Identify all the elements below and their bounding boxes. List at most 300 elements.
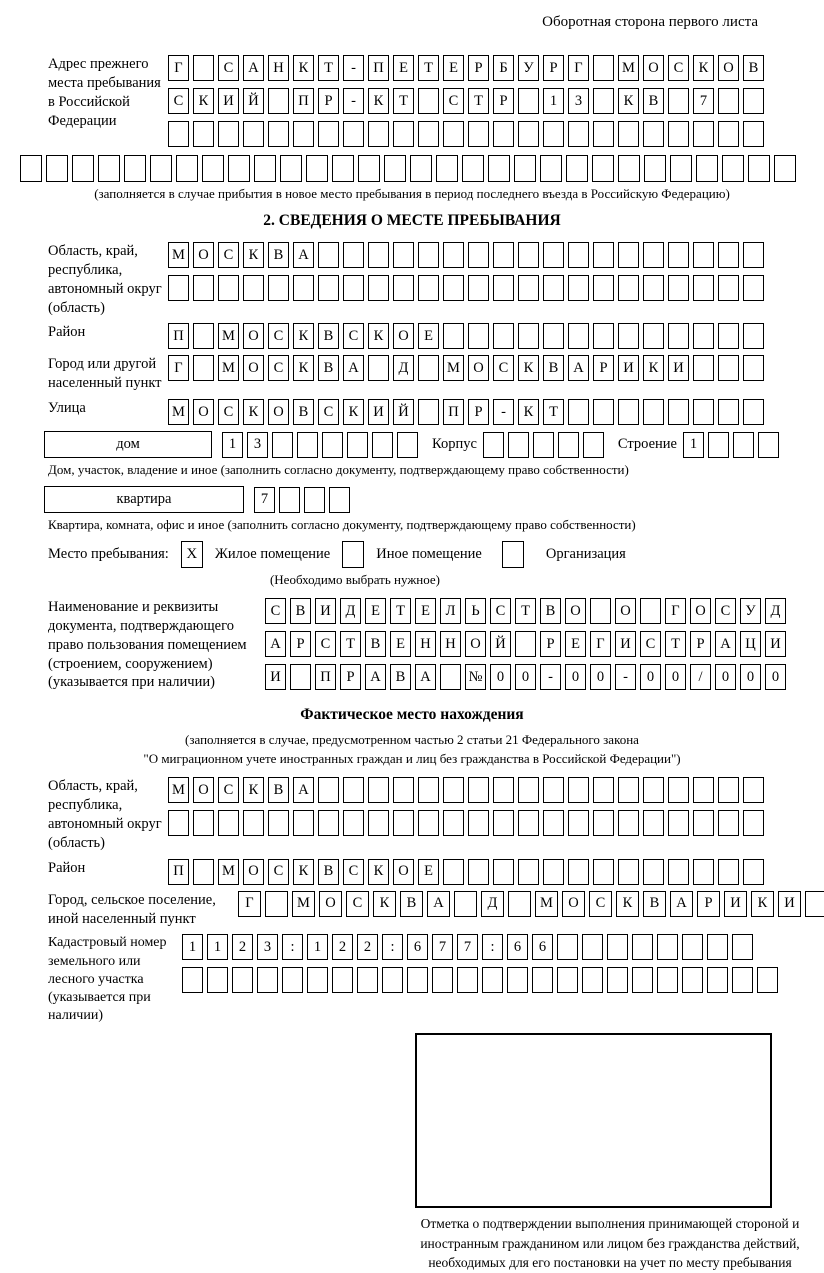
char-cell[interactable]: С	[265, 598, 286, 624]
char-cell[interactable]	[382, 967, 403, 993]
char-cell[interactable]	[657, 934, 678, 960]
char-cell[interactable]: П	[368, 55, 389, 81]
char-cell[interactable]: Е	[418, 859, 439, 885]
char-cell[interactable]: /	[690, 664, 711, 690]
stay-type-checkbox-other[interactable]	[342, 541, 364, 568]
char-cell[interactable]	[418, 275, 439, 301]
char-cell[interactable]: Г	[168, 355, 189, 381]
char-cell[interactable]: Й	[243, 88, 264, 114]
char-cell[interactable]	[718, 777, 739, 803]
char-cell[interactable]: М	[168, 777, 189, 803]
char-cell[interactable]: У	[518, 55, 539, 81]
char-cell[interactable]: С	[343, 859, 364, 885]
char-cell[interactable]	[218, 810, 239, 836]
char-cell[interactable]: К	[243, 242, 264, 268]
char-cell[interactable]	[558, 432, 579, 458]
char-cell[interactable]: У	[740, 598, 761, 624]
char-cell[interactable]	[290, 664, 311, 690]
char-cell[interactable]: С	[490, 598, 511, 624]
char-cell[interactable]: К	[518, 399, 539, 425]
char-cell[interactable]: М	[218, 859, 239, 885]
char-cell[interactable]: О	[690, 598, 711, 624]
char-cell[interactable]: И	[765, 631, 786, 657]
char-cell[interactable]	[618, 323, 639, 349]
char-cell[interactable]	[418, 810, 439, 836]
char-cell[interactable]: :	[482, 934, 503, 960]
char-cell[interactable]: -	[615, 664, 636, 690]
char-cell[interactable]: В	[540, 598, 561, 624]
char-cell[interactable]	[443, 242, 464, 268]
char-cell[interactable]: -	[343, 88, 364, 114]
char-cell[interactable]: Р	[540, 631, 561, 657]
char-cell[interactable]	[643, 810, 664, 836]
char-cell[interactable]: С	[218, 242, 239, 268]
char-cell[interactable]	[533, 432, 554, 458]
char-cell[interactable]	[272, 432, 293, 458]
char-cell[interactable]	[514, 155, 536, 182]
char-cell[interactable]: А	[670, 891, 693, 917]
char-cell[interactable]	[368, 275, 389, 301]
char-cell[interactable]: К	[373, 891, 396, 917]
char-cell[interactable]: Й	[393, 399, 414, 425]
char-cell[interactable]: О	[565, 598, 586, 624]
char-cell[interactable]	[668, 777, 689, 803]
char-cell[interactable]	[543, 242, 564, 268]
char-cell[interactable]: 1	[207, 934, 228, 960]
char-cell[interactable]: Е	[418, 323, 439, 349]
char-cell[interactable]	[743, 355, 764, 381]
char-cell[interactable]	[668, 88, 689, 114]
char-cell[interactable]: П	[293, 88, 314, 114]
char-cell[interactable]: -	[343, 55, 364, 81]
char-cell[interactable]	[393, 242, 414, 268]
char-cell[interactable]: Д	[393, 355, 414, 381]
char-cell[interactable]: И	[265, 664, 286, 690]
char-cell[interactable]	[668, 242, 689, 268]
char-cell[interactable]: А	[243, 55, 264, 81]
char-cell[interactable]	[582, 967, 603, 993]
char-cell[interactable]: О	[468, 355, 489, 381]
char-cell[interactable]	[254, 155, 276, 182]
char-cell[interactable]	[592, 155, 614, 182]
char-cell[interactable]	[593, 777, 614, 803]
char-cell[interactable]: К	[243, 777, 264, 803]
char-cell[interactable]	[72, 155, 94, 182]
char-cell[interactable]	[304, 487, 325, 513]
char-cell[interactable]	[483, 432, 504, 458]
char-cell[interactable]	[507, 967, 528, 993]
char-cell[interactable]: 0	[765, 664, 786, 690]
char-cell[interactable]	[343, 242, 364, 268]
char-cell[interactable]: К	[243, 399, 264, 425]
char-cell[interactable]	[306, 155, 328, 182]
char-cell[interactable]: Р	[593, 355, 614, 381]
char-cell[interactable]	[168, 121, 189, 147]
char-cell[interactable]	[593, 88, 614, 114]
char-cell[interactable]	[618, 399, 639, 425]
char-cell[interactable]	[493, 242, 514, 268]
char-cell[interactable]	[454, 891, 477, 917]
char-cell[interactable]	[568, 242, 589, 268]
char-cell[interactable]	[343, 810, 364, 836]
char-cell[interactable]: Т	[340, 631, 361, 657]
char-cell[interactable]	[668, 275, 689, 301]
char-cell[interactable]: О	[718, 55, 739, 81]
char-cell[interactable]	[318, 777, 339, 803]
char-cell[interactable]: Т	[543, 399, 564, 425]
char-cell[interactable]: П	[315, 664, 336, 690]
char-cell[interactable]: М	[292, 891, 315, 917]
char-cell[interactable]	[718, 810, 739, 836]
char-cell[interactable]	[462, 155, 484, 182]
char-cell[interactable]	[643, 121, 664, 147]
char-cell[interactable]	[805, 891, 824, 917]
char-cell[interactable]: 0	[715, 664, 736, 690]
char-cell[interactable]	[243, 810, 264, 836]
char-cell[interactable]	[733, 432, 754, 458]
char-cell[interactable]	[696, 155, 718, 182]
char-cell[interactable]: 1	[307, 934, 328, 960]
char-cell[interactable]: М	[218, 323, 239, 349]
char-cell[interactable]: К	[293, 323, 314, 349]
char-cell[interactable]: О	[393, 323, 414, 349]
char-cell[interactable]: М	[168, 242, 189, 268]
char-cell[interactable]	[618, 121, 639, 147]
char-cell[interactable]	[293, 121, 314, 147]
char-cell[interactable]	[202, 155, 224, 182]
char-cell[interactable]: Г	[238, 891, 261, 917]
char-cell[interactable]: К	[368, 88, 389, 114]
char-cell[interactable]: К	[693, 55, 714, 81]
char-cell[interactable]: О	[643, 55, 664, 81]
char-cell[interactable]	[297, 432, 318, 458]
char-cell[interactable]	[397, 432, 418, 458]
char-cell[interactable]: Е	[565, 631, 586, 657]
char-cell[interactable]: С	[318, 399, 339, 425]
char-cell[interactable]	[265, 891, 288, 917]
char-cell[interactable]: В	[318, 859, 339, 885]
char-cell[interactable]	[607, 934, 628, 960]
char-cell[interactable]	[418, 777, 439, 803]
char-cell[interactable]	[293, 275, 314, 301]
char-cell[interactable]: В	[743, 55, 764, 81]
stay-type-checkbox-residential[interactable]: Х	[181, 541, 203, 568]
char-cell[interactable]	[748, 155, 770, 182]
char-cell[interactable]: А	[715, 631, 736, 657]
char-cell[interactable]: К	[518, 355, 539, 381]
char-cell[interactable]	[307, 967, 328, 993]
char-cell[interactable]: К	[618, 88, 639, 114]
char-cell[interactable]: С	[715, 598, 736, 624]
char-cell[interactable]	[418, 242, 439, 268]
char-cell[interactable]	[643, 777, 664, 803]
char-cell[interactable]	[632, 934, 653, 960]
char-cell[interactable]: С	[315, 631, 336, 657]
char-cell[interactable]: 1	[683, 432, 704, 458]
char-cell[interactable]	[707, 934, 728, 960]
char-cell[interactable]	[722, 155, 744, 182]
char-cell[interactable]	[482, 967, 503, 993]
char-cell[interactable]: К	[293, 355, 314, 381]
char-cell[interactable]	[193, 55, 214, 81]
char-cell[interactable]	[540, 155, 562, 182]
char-cell[interactable]: В	[390, 664, 411, 690]
char-cell[interactable]: С	[218, 399, 239, 425]
char-cell[interactable]: 0	[740, 664, 761, 690]
char-cell[interactable]	[718, 399, 739, 425]
char-cell[interactable]	[618, 777, 639, 803]
char-cell[interactable]	[418, 121, 439, 147]
char-cell[interactable]	[758, 432, 779, 458]
char-cell[interactable]: А	[427, 891, 450, 917]
char-cell[interactable]: В	[290, 598, 311, 624]
char-cell[interactable]	[618, 155, 640, 182]
char-cell[interactable]	[543, 323, 564, 349]
char-cell[interactable]: К	[293, 859, 314, 885]
char-cell[interactable]: А	[365, 664, 386, 690]
char-cell[interactable]	[443, 323, 464, 349]
char-cell[interactable]: О	[268, 399, 289, 425]
char-cell[interactable]	[332, 967, 353, 993]
char-cell[interactable]: К	[616, 891, 639, 917]
char-cell[interactable]: -	[493, 399, 514, 425]
char-cell[interactable]	[124, 155, 146, 182]
char-cell[interactable]	[693, 355, 714, 381]
char-cell[interactable]	[280, 155, 302, 182]
apartment-type-box[interactable]: квартира	[44, 486, 244, 513]
char-cell[interactable]: В	[268, 777, 289, 803]
char-cell[interactable]: К	[193, 88, 214, 114]
char-cell[interactable]	[443, 275, 464, 301]
char-cell[interactable]: А	[265, 631, 286, 657]
char-cell[interactable]: О	[193, 399, 214, 425]
char-cell[interactable]: 2	[332, 934, 353, 960]
char-cell[interactable]: О	[615, 598, 636, 624]
char-cell[interactable]	[493, 275, 514, 301]
char-cell[interactable]	[508, 891, 531, 917]
char-cell[interactable]	[347, 432, 368, 458]
char-cell[interactable]	[668, 323, 689, 349]
char-cell[interactable]	[640, 598, 661, 624]
char-cell[interactable]	[493, 323, 514, 349]
char-cell[interactable]	[532, 967, 553, 993]
char-cell[interactable]	[582, 934, 603, 960]
char-cell[interactable]	[46, 155, 68, 182]
char-cell[interactable]: И	[724, 891, 747, 917]
char-cell[interactable]: 2	[232, 934, 253, 960]
char-cell[interactable]	[393, 121, 414, 147]
char-cell[interactable]: Р	[690, 631, 711, 657]
char-cell[interactable]: О	[319, 891, 342, 917]
char-cell[interactable]	[457, 967, 478, 993]
char-cell[interactable]	[368, 777, 389, 803]
char-cell[interactable]	[468, 275, 489, 301]
char-cell[interactable]	[168, 275, 189, 301]
char-cell[interactable]	[243, 121, 264, 147]
char-cell[interactable]: Е	[415, 598, 436, 624]
char-cell[interactable]	[543, 859, 564, 885]
char-cell[interactable]	[657, 967, 678, 993]
char-cell[interactable]	[318, 810, 339, 836]
char-cell[interactable]: Ь	[465, 598, 486, 624]
char-cell[interactable]	[518, 275, 539, 301]
char-cell[interactable]: С	[268, 323, 289, 349]
char-cell[interactable]	[568, 121, 589, 147]
char-cell[interactable]	[566, 155, 588, 182]
char-cell[interactable]	[508, 432, 529, 458]
char-cell[interactable]	[593, 810, 614, 836]
char-cell[interactable]	[232, 967, 253, 993]
char-cell[interactable]	[568, 810, 589, 836]
char-cell[interactable]: А	[343, 355, 364, 381]
char-cell[interactable]	[757, 967, 778, 993]
char-cell[interactable]: С	[168, 88, 189, 114]
char-cell[interactable]: М	[535, 891, 558, 917]
char-cell[interactable]	[418, 88, 439, 114]
char-cell[interactable]	[618, 859, 639, 885]
char-cell[interactable]	[732, 967, 753, 993]
char-cell[interactable]: И	[218, 88, 239, 114]
char-cell[interactable]: 0	[490, 664, 511, 690]
char-cell[interactable]	[357, 967, 378, 993]
char-cell[interactable]	[593, 275, 614, 301]
char-cell[interactable]: 3	[247, 432, 268, 458]
char-cell[interactable]	[718, 275, 739, 301]
char-cell[interactable]: Й	[490, 631, 511, 657]
char-cell[interactable]	[743, 777, 764, 803]
char-cell[interactable]	[393, 777, 414, 803]
char-cell[interactable]	[743, 121, 764, 147]
char-cell[interactable]	[607, 967, 628, 993]
char-cell[interactable]	[436, 155, 458, 182]
char-cell[interactable]	[518, 777, 539, 803]
char-cell[interactable]	[418, 355, 439, 381]
char-cell[interactable]	[682, 934, 703, 960]
char-cell[interactable]: В	[643, 88, 664, 114]
char-cell[interactable]: :	[382, 934, 403, 960]
char-cell[interactable]	[557, 934, 578, 960]
char-cell[interactable]	[318, 242, 339, 268]
char-cell[interactable]: И	[778, 891, 801, 917]
char-cell[interactable]: С	[640, 631, 661, 657]
char-cell[interactable]	[618, 242, 639, 268]
char-cell[interactable]: 3	[568, 88, 589, 114]
char-cell[interactable]: И	[618, 355, 639, 381]
char-cell[interactable]	[743, 242, 764, 268]
char-cell[interactable]	[743, 88, 764, 114]
char-cell[interactable]: Е	[365, 598, 386, 624]
char-cell[interactable]: И	[368, 399, 389, 425]
char-cell[interactable]: М	[443, 355, 464, 381]
char-cell[interactable]: Д	[481, 891, 504, 917]
char-cell[interactable]	[418, 399, 439, 425]
char-cell[interactable]	[440, 664, 461, 690]
char-cell[interactable]	[329, 487, 350, 513]
char-cell[interactable]: Р	[468, 55, 489, 81]
char-cell[interactable]	[193, 323, 214, 349]
char-cell[interactable]: В	[365, 631, 386, 657]
char-cell[interactable]: 7	[432, 934, 453, 960]
char-cell[interactable]	[593, 859, 614, 885]
char-cell[interactable]: Р	[493, 88, 514, 114]
char-cell[interactable]: О	[193, 242, 214, 268]
char-cell[interactable]	[268, 275, 289, 301]
char-cell[interactable]	[743, 323, 764, 349]
char-cell[interactable]: С	[589, 891, 612, 917]
char-cell[interactable]	[693, 275, 714, 301]
char-cell[interactable]: А	[293, 777, 314, 803]
char-cell[interactable]	[568, 859, 589, 885]
char-cell[interactable]	[568, 777, 589, 803]
char-cell[interactable]	[693, 777, 714, 803]
char-cell[interactable]: А	[568, 355, 589, 381]
char-cell[interactable]: Г	[568, 55, 589, 81]
char-cell[interactable]: В	[318, 355, 339, 381]
char-cell[interactable]	[176, 155, 198, 182]
char-cell[interactable]: М	[618, 55, 639, 81]
char-cell[interactable]	[343, 121, 364, 147]
char-cell[interactable]: В	[643, 891, 666, 917]
char-cell[interactable]	[468, 777, 489, 803]
char-cell[interactable]: И	[668, 355, 689, 381]
char-cell[interactable]	[644, 155, 666, 182]
char-cell[interactable]: 0	[640, 664, 661, 690]
char-cell[interactable]	[743, 399, 764, 425]
char-cell[interactable]	[643, 859, 664, 885]
char-cell[interactable]: С	[668, 55, 689, 81]
char-cell[interactable]: О	[562, 891, 585, 917]
char-cell[interactable]: 0	[565, 664, 586, 690]
char-cell[interactable]	[228, 155, 250, 182]
char-cell[interactable]: В	[268, 242, 289, 268]
char-cell[interactable]	[618, 810, 639, 836]
char-cell[interactable]	[518, 323, 539, 349]
char-cell[interactable]	[493, 859, 514, 885]
char-cell[interactable]: П	[168, 859, 189, 885]
char-cell[interactable]	[618, 275, 639, 301]
char-cell[interactable]	[468, 810, 489, 836]
char-cell[interactable]	[670, 155, 692, 182]
char-cell[interactable]	[593, 121, 614, 147]
char-cell[interactable]	[518, 242, 539, 268]
char-cell[interactable]	[568, 323, 589, 349]
char-cell[interactable]	[243, 275, 264, 301]
char-cell[interactable]	[643, 275, 664, 301]
char-cell[interactable]: 3	[257, 934, 278, 960]
char-cell[interactable]	[743, 275, 764, 301]
char-cell[interactable]	[268, 121, 289, 147]
char-cell[interactable]	[268, 810, 289, 836]
char-cell[interactable]	[20, 155, 42, 182]
char-cell[interactable]	[518, 859, 539, 885]
char-cell[interactable]	[732, 934, 753, 960]
char-cell[interactable]: Б	[493, 55, 514, 81]
char-cell[interactable]: 1	[222, 432, 243, 458]
char-cell[interactable]	[257, 967, 278, 993]
char-cell[interactable]: Г	[590, 631, 611, 657]
char-cell[interactable]	[518, 88, 539, 114]
char-cell[interactable]: С	[268, 859, 289, 885]
char-cell[interactable]	[193, 355, 214, 381]
char-cell[interactable]	[468, 323, 489, 349]
char-cell[interactable]	[643, 399, 664, 425]
char-cell[interactable]: Т	[468, 88, 489, 114]
char-cell[interactable]: О	[243, 355, 264, 381]
char-cell[interactable]	[182, 967, 203, 993]
char-cell[interactable]	[557, 967, 578, 993]
char-cell[interactable]	[693, 121, 714, 147]
char-cell[interactable]	[193, 859, 214, 885]
